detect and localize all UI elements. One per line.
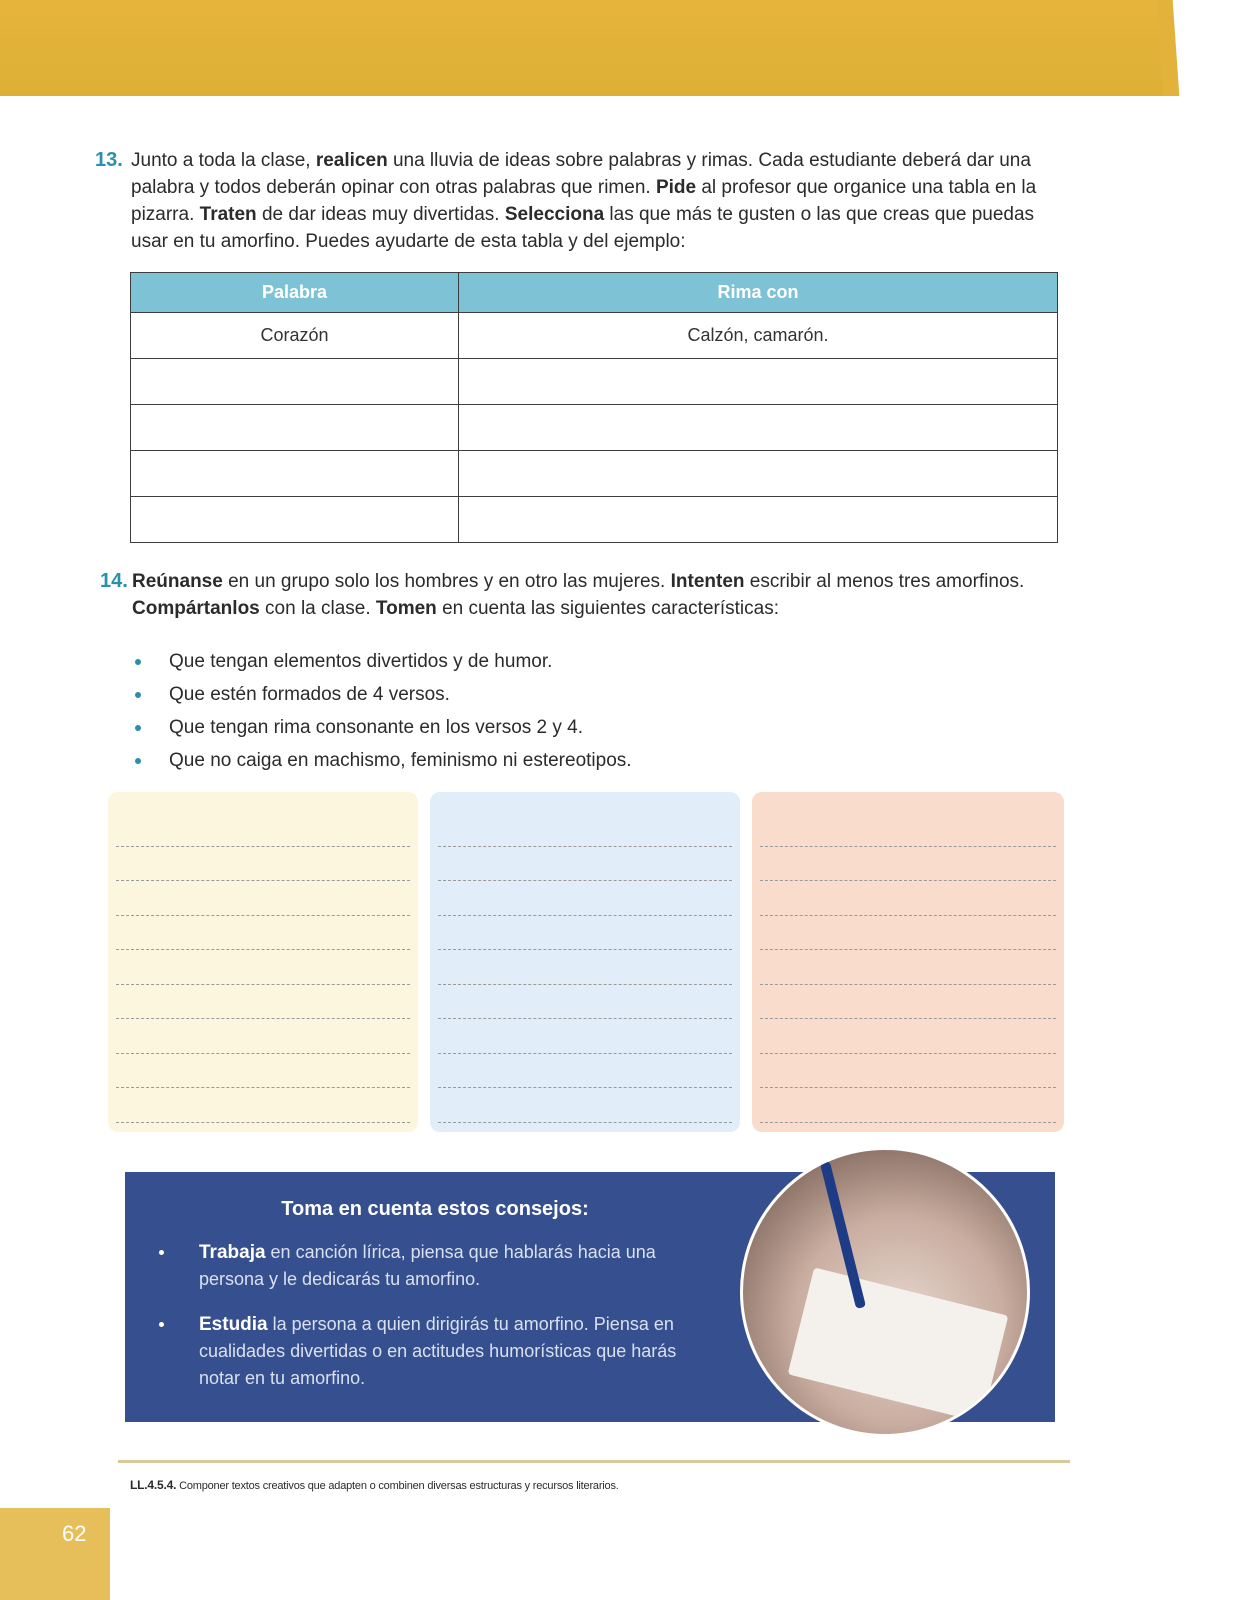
writing-line[interactable]	[116, 847, 410, 882]
table-cell-word[interactable]	[131, 451, 459, 497]
writing-line[interactable]	[438, 1088, 732, 1123]
top-color-band	[0, 0, 1168, 96]
table-row	[131, 359, 1058, 405]
writing-hands-photo	[740, 1147, 1030, 1437]
writing-line[interactable]	[116, 1088, 410, 1123]
writing-box-blue[interactable]	[430, 792, 740, 1132]
table-cell-rhyme[interactable]	[459, 405, 1058, 451]
writing-line[interactable]	[438, 847, 732, 882]
bullet-icon	[135, 725, 141, 731]
table-cell-word[interactable]	[131, 497, 459, 543]
footer-skill-note: LL.4.5.4. Componer textos creativos que adapten o combinen diversas estructuras y recursos literarios.	[130, 1478, 619, 1492]
table-header-row	[131, 273, 1058, 313]
table-row	[131, 405, 1058, 451]
table-cell-rhyme: Calzón, camarón.	[459, 313, 1058, 359]
table-cell-word[interactable]	[131, 359, 459, 405]
bullet-icon	[159, 1322, 164, 1327]
exercise-13-text: Junto a toda la clase, realicen una lluvia de ideas sobre palabras y rimas. Cada estudiante deberá dar una palabra y todos deberán opinar con otras palabras que rimen. Pide al profesor que organice una tabla en la pizarra. Traten de dar ideas muy divertidas. Selecciona las que más te gusten o las que creas que puedas usar en tu amorfino. Puedes ayudarte de esta tabla y del ejemplo:	[131, 150, 1037, 252]
writing-line[interactable]	[760, 985, 1056, 1020]
bullet-icon	[135, 659, 141, 665]
writing-line[interactable]	[438, 950, 732, 985]
writing-line[interactable]	[438, 1054, 732, 1089]
list-item: Que no caiga en machismo, feminismo ni estereotipos.	[135, 744, 632, 777]
exercise-14	[100, 568, 1065, 622]
exercise-14-number: 14.	[100, 570, 128, 592]
writing-line[interactable]	[760, 847, 1056, 882]
writing-box-peach[interactable]	[752, 792, 1064, 1132]
rhyme-table	[130, 272, 1058, 543]
writing-line[interactable]	[116, 1054, 410, 1089]
writing-line[interactable]	[438, 881, 732, 916]
paper-shape	[788, 1267, 1009, 1422]
table-cell-rhyme[interactable]	[459, 359, 1058, 405]
exercise-13-number: 13.	[95, 149, 123, 171]
list-item: Que tengan elementos divertidos y de humor.	[135, 645, 632, 678]
table-cell-rhyme[interactable]	[459, 451, 1058, 497]
writing-line[interactable]	[438, 812, 732, 847]
tip-item: Trabaja en canción lírica, piensa que hablarás hacia una persona y le dedicarás tu amorfino.	[199, 1239, 719, 1293]
footer-divider	[118, 1460, 1070, 1463]
writing-line[interactable]	[760, 950, 1056, 985]
writing-line[interactable]	[116, 916, 410, 951]
bullet-icon	[135, 692, 141, 698]
writing-line[interactable]	[760, 881, 1056, 916]
writing-line[interactable]	[760, 1054, 1056, 1089]
writing-line[interactable]	[438, 985, 732, 1020]
page-number: 62	[62, 1521, 87, 1546]
writing-line[interactable]	[116, 950, 410, 985]
exercise-13	[95, 147, 1060, 255]
writing-line[interactable]	[438, 1019, 732, 1054]
tip-item: Estudia la persona a quien dirigirás tu amorfino. Piensa en cualidades divertidas o en actitudes humorísticas que harás notar en tu amorfino.	[199, 1311, 719, 1392]
writing-line[interactable]	[760, 812, 1056, 847]
writing-line[interactable]	[760, 1088, 1056, 1123]
exercise-14-text: Reúnanse en un grupo solo los hombres y en otro las mujeres. Intenten escribir al menos tres amorfinos. Compártanlos con la clase. Tomen en cuenta las siguientes características:	[132, 571, 1025, 619]
writing-line[interactable]	[760, 1019, 1056, 1054]
tips-title: Toma en cuenta estos consejos:	[281, 1198, 589, 1220]
header-rima-con: Rima con	[459, 273, 1058, 313]
characteristics-list	[135, 645, 632, 777]
bullet-icon	[159, 1250, 164, 1255]
page-number-box	[0, 1508, 110, 1600]
table-cell-word[interactable]	[131, 405, 459, 451]
writing-box-yellow[interactable]	[108, 792, 418, 1132]
table-cell-rhyme[interactable]	[459, 497, 1058, 543]
table-row	[131, 451, 1058, 497]
bullet-icon	[135, 758, 141, 764]
table-row	[131, 313, 1058, 359]
writing-line[interactable]	[438, 916, 732, 951]
list-item: Que estén formados de 4 versos.	[135, 678, 632, 711]
writing-line[interactable]	[116, 881, 410, 916]
table-cell-word: Corazón	[131, 313, 459, 359]
writing-line[interactable]	[116, 985, 410, 1020]
writing-line[interactable]	[116, 812, 410, 847]
writing-line[interactable]	[116, 1019, 410, 1054]
table-row	[131, 497, 1058, 543]
list-item: Que tengan rima consonante en los versos 2 y 4.	[135, 711, 632, 744]
header-palabra: Palabra	[131, 273, 459, 313]
writing-line[interactable]	[760, 916, 1056, 951]
